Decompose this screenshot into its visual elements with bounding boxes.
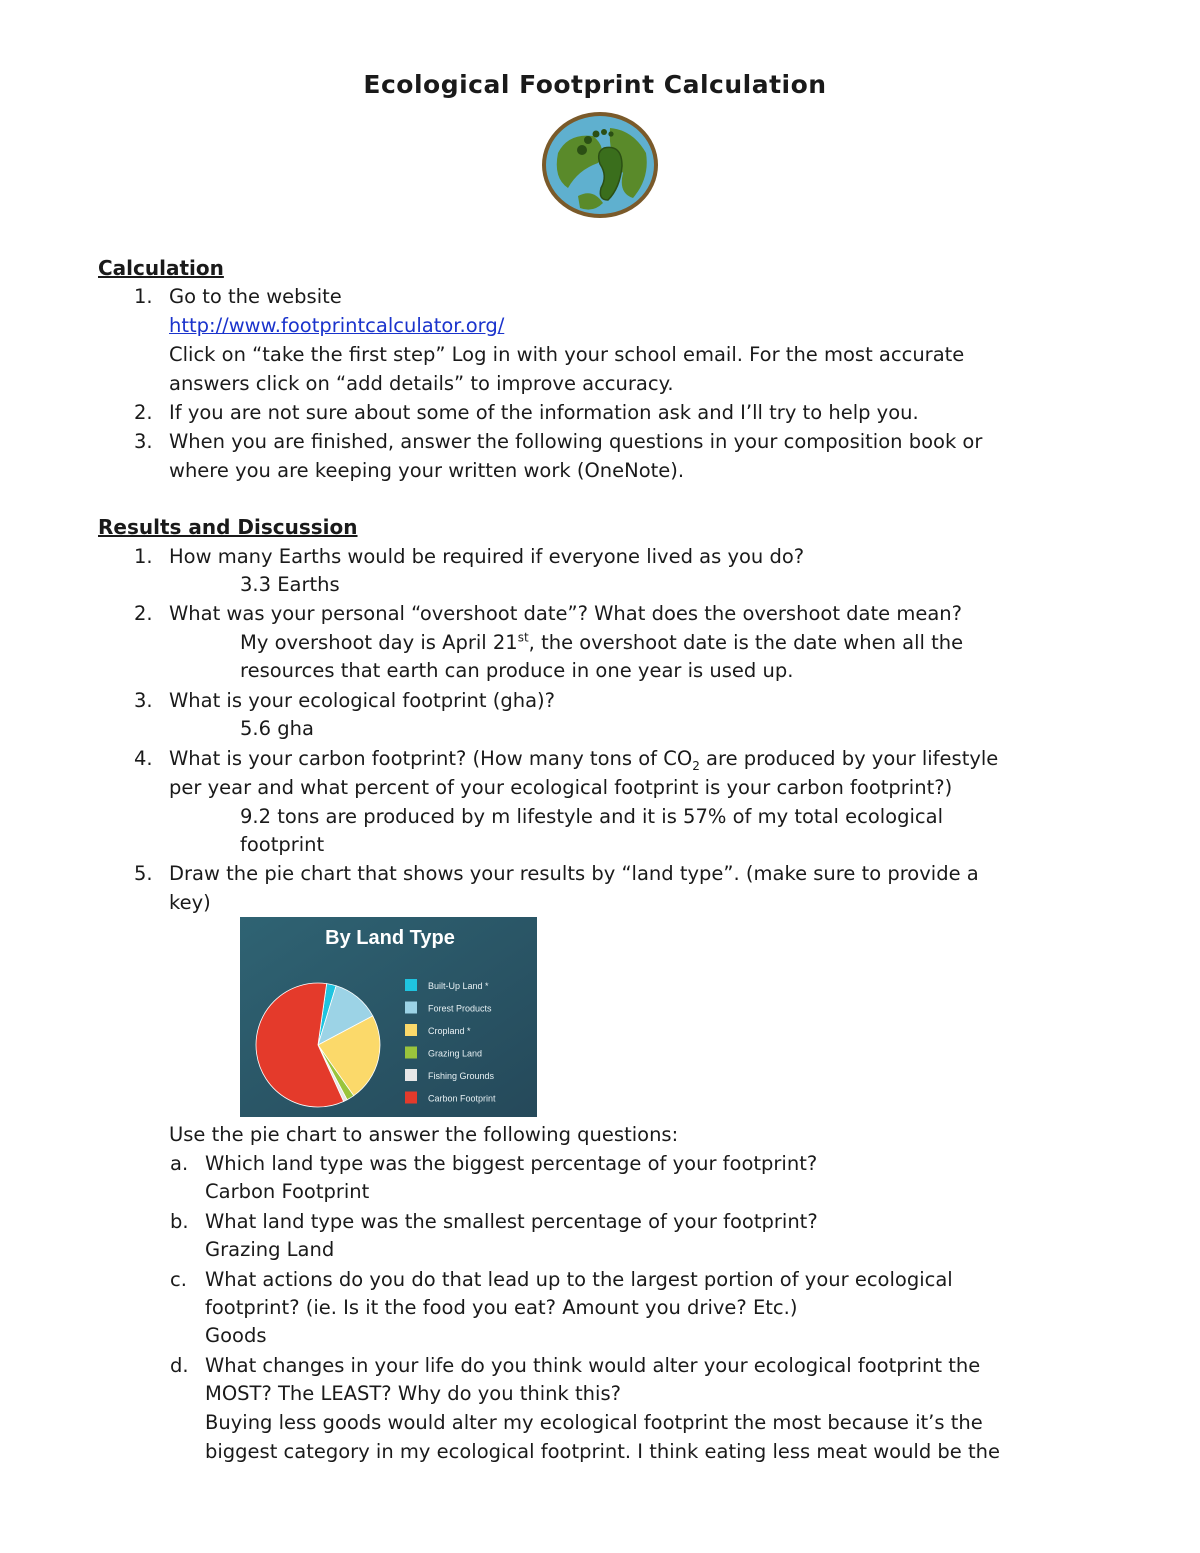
website-link[interactable]: http://www.footprintcalculator.org/ [169, 314, 505, 337]
answer-text: biggest category in my ecological footprint. I think eating less meat would be the [205, 1440, 1000, 1463]
legend-swatch [405, 1002, 417, 1014]
question-text: key) [169, 891, 211, 914]
question-part: What is your carbon footprint? (How many tons of CO [169, 747, 693, 770]
sub-letter: a. [170, 1152, 189, 1175]
answer-text: Buying less goods would alter my ecological footprint the most because it’s the [205, 1411, 983, 1434]
answer-text: Grazing Land [205, 1238, 335, 1261]
question-text: MOST? The LEAST? Why do you think this? [205, 1382, 621, 1405]
answer-text: 9.2 tons are produced by m lifestyle and it is 57% of my total ecological [240, 805, 943, 828]
question-number: 4. [134, 747, 153, 770]
list-number: 3. [134, 430, 153, 453]
results-heading: Results and Discussion [98, 515, 358, 539]
question-text: Which land type was the biggest percentage of your footprint? [205, 1152, 818, 1175]
sub-letter: c. [170, 1268, 187, 1291]
ordinal-suffix: st [517, 630, 529, 645]
legend-label: Forest Products [428, 1003, 492, 1014]
sub-letter: b. [170, 1210, 189, 1233]
answer-text: footprint [240, 833, 325, 856]
question-number: 1. [134, 545, 153, 568]
land-type-pie-chart [240, 917, 537, 1117]
legend-swatch [405, 1092, 417, 1104]
legend-label: Built-Up Land * [428, 981, 489, 991]
question-text: per year and what percent of your ecological footprint is your carbon footprint?) [169, 776, 953, 799]
answer-text: 3.3 Earths [240, 573, 340, 596]
question-number: 2. [134, 602, 153, 625]
footprint-earth-logo [538, 108, 662, 222]
legend-swatch [405, 1024, 417, 1036]
legend-swatch [405, 1069, 417, 1081]
question-text: What was your personal “overshoot date”? What does the overshoot date mean? [169, 602, 962, 625]
legend-label: Fishing Grounds [428, 1071, 495, 1081]
answer-text: Goods [205, 1324, 267, 1347]
list-number: 1. [134, 285, 153, 308]
calculation-heading: Calculation [98, 256, 224, 280]
question-text: footprint? (ie. Is it the food you eat? Amount you drive? Etc.) [205, 1296, 798, 1319]
answer-part: , the overshoot date is the date when all the [528, 631, 964, 654]
legend-label: Cropland * [428, 1026, 471, 1036]
list-item-text: When you are finished, answer the following questions in your composition book or [169, 430, 983, 453]
question-text [169, 744, 998, 773]
legend-swatch [405, 1047, 417, 1059]
answer-text [240, 628, 963, 657]
list-item-text: Go to the website [169, 285, 342, 308]
subscript: 2 [692, 758, 700, 773]
legend-swatch [405, 979, 417, 991]
list-item-text: Click on “take the first step” Log in with your school email. For the most accurate [169, 343, 965, 366]
legend-label: Carbon Footprint [428, 1093, 496, 1104]
question-text: What land type was the smallest percentage of your footprint? [205, 1210, 818, 1233]
list-item-text: answers click on “add details” to improve accuracy. [169, 372, 674, 395]
answer-text: resources that earth can produce in one year is used up. [240, 659, 794, 682]
question-text: How many Earths would be required if everyone lived as you do? [169, 545, 805, 568]
question-number: 5. [134, 862, 153, 885]
list-number: 2. [134, 401, 153, 424]
question-text: Draw the pie chart that shows your results by “land type”. (make sure to provide a [169, 862, 979, 885]
question-text: What changes in your life do you think would alter your ecological footprint the [205, 1354, 981, 1377]
list-item-text: where you are keeping your written work (OneNote). [169, 459, 685, 482]
question-text: What actions do you do that lead up to the largest portion of your ecological [205, 1268, 953, 1291]
answer-text: Carbon Footprint [205, 1180, 370, 1203]
page-title: Ecological Footprint Calculation [363, 70, 827, 99]
legend-label: Grazing Land [428, 1048, 483, 1059]
question-part: are produced by your lifestyle [699, 747, 999, 770]
answer-part: My overshoot day is April 21 [240, 631, 518, 654]
pie-intro-text: Use the pie chart to answer the following questions: [169, 1123, 679, 1146]
question-text: What is your ecological footprint (gha)? [169, 689, 555, 712]
sub-letter: d. [170, 1354, 189, 1377]
question-number: 3. [134, 689, 153, 712]
answer-text: 5.6 gha [240, 717, 314, 740]
list-item-text: If you are not sure about some of the information ask and I’ll try to help you. [169, 401, 919, 424]
chart-title: By Land Type [325, 927, 455, 949]
